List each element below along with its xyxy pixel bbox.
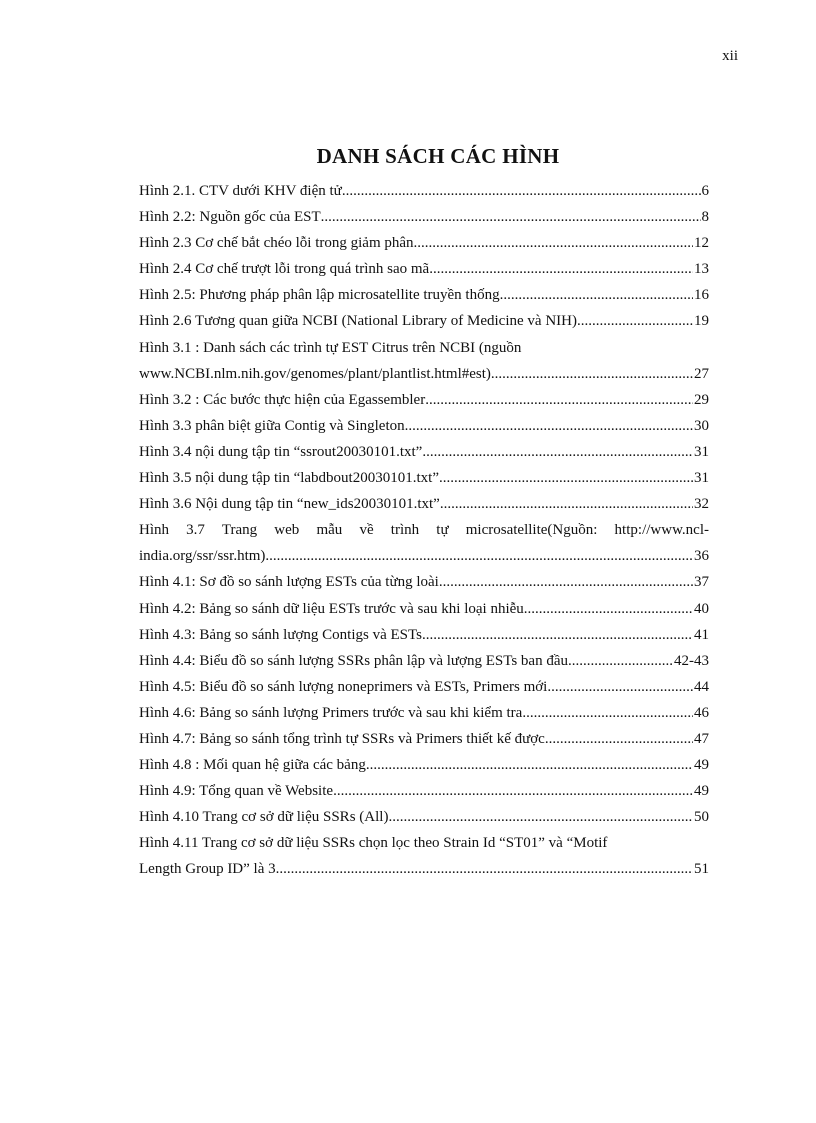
leader-dots: [265, 543, 693, 569]
leader-dots: [524, 596, 693, 622]
toc-page: 27: [694, 365, 709, 382]
toc-text: Hình 2.4 Cơ chế trượt lỗi trong quá trình sao mã: [139, 261, 430, 278]
page-number: xii: [722, 48, 738, 64]
leader-dots: [425, 387, 693, 413]
toc-entry-4-11-line1: [139, 830, 709, 856]
toc-text: Hình 4.6: Bảng so sánh lượng Primers trước và sau khi kiểm tra: [139, 704, 523, 721]
toc-entry-3-2: [139, 387, 709, 413]
toc-entry-4-11-line2: [139, 856, 709, 882]
toc-page: 37: [694, 574, 709, 591]
toc-entry-2-6: [139, 308, 709, 334]
toc-entry-4-7: [139, 726, 709, 752]
toc-text: Hình 3.7 Trang web mẫu về trình tự microsatellite(Nguồn: http://www.ncl-: [139, 522, 709, 539]
toc-entry-4-6: [139, 700, 709, 726]
leader-dots: [500, 282, 693, 308]
leader-dots: [439, 465, 693, 491]
toc-entry-4-5: [139, 674, 709, 700]
leader-dots: [577, 308, 693, 334]
toc-entry-2-4: [139, 256, 709, 282]
leader-dots: [333, 778, 693, 804]
toc-page: 42-43: [674, 652, 709, 669]
toc-text: Hình 2.5: Phương pháp phân lập microsatellite truyền thống: [139, 287, 500, 304]
toc-text: Hình 4.3: Bảng so sánh lượng Contigs và ESTs: [139, 626, 422, 643]
toc-entry-4-4: [139, 648, 709, 674]
toc-text: india.org/ssr/ssr.htm): [139, 548, 266, 565]
toc-entry-2-3: [139, 230, 709, 256]
toc-entry-3-6: [139, 491, 709, 517]
toc-text: Hình 3.6 Nội dung tập tin “new_ids20030101.txt”: [139, 496, 440, 513]
leader-dots: [388, 804, 693, 830]
toc-entry-4-8: [139, 752, 709, 778]
toc-entry-4-1: [139, 569, 709, 595]
toc-text: Hình 3.5 nội dung tập tin “labdbout20030101.txt”: [139, 470, 439, 487]
leader-dots: [522, 700, 693, 726]
toc-page: 40: [694, 600, 709, 617]
toc-page: 19: [694, 313, 709, 330]
leader-dots: [568, 648, 673, 674]
toc-text: Hình 4.11 Trang cơ sở dữ liệu SSRs chọn lọc theo Strain Id “ST01” và “Motif: [139, 835, 608, 852]
leader-dots: [439, 569, 693, 595]
toc-page: 44: [694, 678, 709, 695]
toc-text: Length Group ID” là 3: [139, 861, 276, 878]
toc-entry-2-1: [139, 178, 709, 204]
toc-page: 51: [694, 861, 709, 878]
toc-entry-3-1-line2: [139, 361, 709, 387]
toc-text: Hình 3.1 : Danh sách các trình tự EST Citrus trên NCBI (nguồn: [139, 339, 522, 356]
toc-text: Hình 3.4 nội dung tập tin “ssrout20030101.txt”: [139, 443, 423, 460]
toc-page: 6: [701, 183, 709, 199]
leader-dots: [545, 726, 693, 752]
toc-text: Hình 2.3 Cơ chế bắt chéo lỗi trong giảm phân: [139, 235, 414, 252]
toc-page: 12: [694, 235, 709, 252]
toc-entry-4-10: [139, 804, 709, 830]
page-title: DANH SÁCH CÁC HÌNH: [316, 144, 560, 168]
toc-entry-4-2: [139, 596, 709, 622]
toc-page: 41: [694, 626, 709, 643]
leader-dots: [276, 856, 693, 882]
toc-page: 16: [694, 287, 709, 304]
toc-page: 8: [701, 209, 709, 226]
leader-dots: [422, 622, 693, 648]
toc-page: 49: [694, 783, 709, 800]
toc-entry-3-1-line1: [139, 335, 709, 361]
leader-dots: [321, 204, 701, 230]
toc-text: Hình 4.4: Biểu đồ so sánh lượng SSRs phân lập và lượng ESTs ban đầu: [139, 652, 568, 669]
leader-dots: [366, 752, 693, 778]
toc-page: 50: [694, 809, 709, 826]
toc-text: Hình 3.2 : Các bước thực hiện của Egassembler: [139, 391, 426, 408]
toc-text: Hình 2.1. CTV dưới KHV điện tử: [139, 183, 342, 199]
leader-dots: [422, 439, 693, 465]
toc-page: 13: [694, 261, 709, 278]
toc-page: 46: [694, 704, 709, 721]
toc-entry-3-7-line2: [139, 543, 709, 569]
toc-text: Hình 4.10 Trang cơ sở dữ liệu SSRs (All): [139, 809, 389, 826]
toc-entry-3-3: [139, 413, 709, 439]
toc-page: 47: [694, 730, 709, 747]
leader-dots: [547, 674, 693, 700]
toc-text: Hình 3.3 phân biệt giữa Contig và Singleton: [139, 417, 405, 434]
toc-text: Hình 2.2: Nguồn gốc của EST: [139, 209, 321, 226]
leader-dots: [491, 361, 693, 387]
toc-page: 29: [694, 391, 709, 408]
figure-list: [139, 178, 709, 883]
toc-page: 36: [694, 548, 709, 565]
toc-text: Hình 4.5: Biểu đồ so sánh lượng noneprimers và ESTs, Primers mới: [139, 678, 548, 695]
toc-text: Hình 2.6 Tương quan giữa NCBI (National Library of Medicine và NIH): [139, 313, 577, 330]
toc-text: Hình 4.8 : Mối quan hệ giữa các bảng: [139, 757, 366, 774]
toc-entry-4-9: [139, 778, 709, 804]
toc-page: 49: [694, 757, 709, 774]
toc-text: Hình 4.1: Sơ đồ so sánh lượng ESTs của từng loài: [139, 574, 439, 591]
leader-dots: [429, 256, 693, 282]
leader-dots: [440, 491, 693, 517]
toc-text: Hình 4.9: Tổng quan về Website: [139, 783, 334, 800]
toc-text: www.NCBI.nlm.nih.gov/genomes/plant/plantlist.html#est): [139, 365, 491, 382]
toc-page: 32: [694, 496, 709, 513]
toc-entry-2-5: [139, 282, 709, 308]
toc-entry-2-2: [139, 204, 709, 230]
toc-text: Hình 4.7: Bảng so sánh tổng trình tự SSRs và Primers thiết kế được: [139, 730, 545, 747]
toc-entry-4-3: [139, 622, 709, 648]
toc-entry-3-7-line1: [139, 517, 709, 543]
toc-text: Hình 4.2: Bảng so sánh dữ liệu ESTs trước và sau khi loại nhiễu: [139, 600, 524, 617]
leader-dots: [342, 178, 701, 204]
toc-page: 30: [694, 417, 709, 434]
toc-entry-3-5: [139, 465, 709, 491]
toc-entry-3-4: [139, 439, 709, 465]
leader-dots: [414, 230, 693, 256]
toc-page: 31: [694, 470, 709, 487]
toc-page: 31: [694, 443, 709, 460]
leader-dots: [405, 413, 693, 439]
